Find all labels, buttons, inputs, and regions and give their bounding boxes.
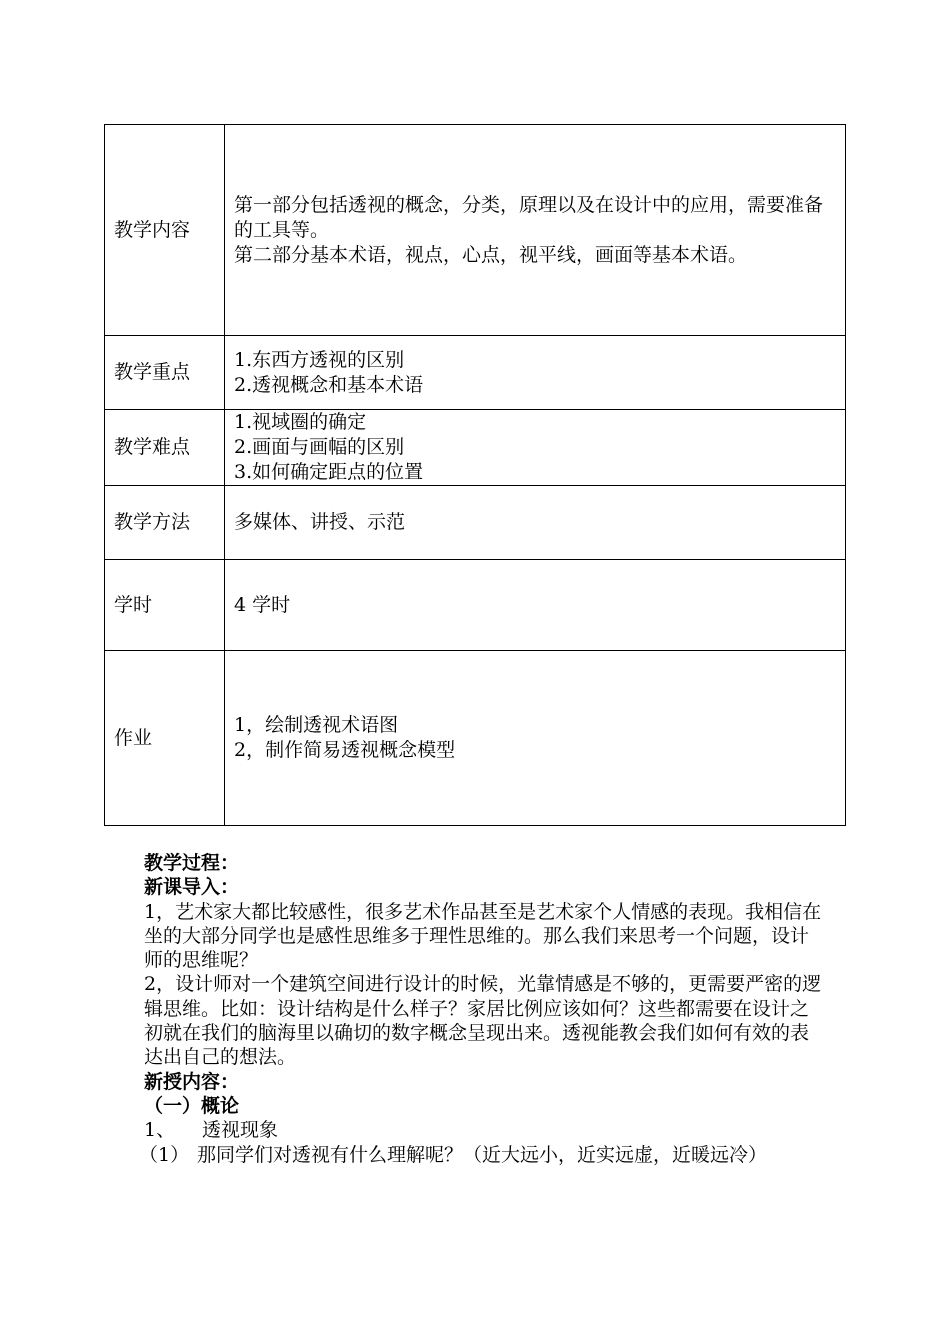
table-row bbox=[105, 410, 846, 486]
row-label: 教学重点 bbox=[105, 336, 225, 410]
table-row bbox=[105, 125, 846, 336]
intro-heading: 新课导入： bbox=[144, 876, 240, 899]
table-row bbox=[105, 336, 846, 410]
row-content bbox=[225, 410, 846, 486]
content-line: 第一部分包括透视的概念，分类，原理以及在设计中的应用，需要准备的工具等。 bbox=[234, 193, 824, 241]
table-row bbox=[105, 486, 846, 560]
table-row bbox=[105, 651, 846, 826]
new-content-heading: 新授内容： bbox=[144, 1070, 240, 1093]
item-text: 透视现象 bbox=[202, 1119, 279, 1142]
row-content bbox=[225, 486, 846, 560]
sub-item-text: 那同学们对透视有什么理解呢？（近大远小，近实远虚，近暖远冷） bbox=[197, 1143, 768, 1166]
intro-paragraph-1: 1，艺术家大都比较感性，很多艺术作品甚至是艺术家个人情感的表现。我相信在坐的大部分同学也是感性思维多于理性思维的。那么我们来思考一个问题，设计师的思维呢？ bbox=[144, 900, 822, 972]
section-heading: （一）概论 bbox=[144, 1094, 240, 1117]
content-line: 4 学时 bbox=[234, 593, 291, 616]
row-label: 教学内容 bbox=[105, 125, 225, 336]
row-content bbox=[225, 125, 846, 336]
row-content bbox=[225, 336, 846, 410]
content-line: 2，制作简易透视概念模型 bbox=[234, 739, 456, 761]
sub-item-number: （1） bbox=[139, 1143, 190, 1166]
content-line: 2.透视概念和基本术语 bbox=[234, 373, 424, 396]
row-content bbox=[225, 560, 846, 651]
content-line: 3.如何确定距点的位置 bbox=[234, 461, 424, 483]
list-item bbox=[144, 1118, 824, 1142]
content-line: 2.画面与画幅的区别 bbox=[234, 436, 405, 458]
sub-list-item bbox=[139, 1143, 824, 1167]
row-label: 教学难点 bbox=[105, 410, 225, 486]
content-line: 多媒体、讲授、示范 bbox=[234, 511, 406, 533]
content-line: 1，绘制透视术语图 bbox=[234, 714, 399, 736]
content-line: 第二部分基本术语，视点，心点，视平线，画面等基本术语。 bbox=[234, 243, 748, 266]
process-heading: 教学过程： bbox=[144, 852, 240, 874]
row-label: 学时 bbox=[105, 560, 225, 651]
item-number: 1、 bbox=[144, 1119, 176, 1142]
content-line: 1.视域圈的确定 bbox=[234, 411, 367, 433]
lesson-process-section bbox=[139, 851, 824, 1167]
content-line: 1.东西方透视的区别 bbox=[234, 348, 405, 371]
row-content bbox=[225, 651, 846, 826]
table-row bbox=[105, 560, 846, 651]
lesson-plan-table bbox=[104, 124, 846, 826]
intro-paragraph-2: 2，设计师对一个建筑空间进行设计的时候，光靠情感是不够的，更需要严密的逻辑思维。比如：设计结构是什么样子？家居比例应该如何？这些都需要在设计之初就在我们的脑海里以确切的数字概念呈现出来。透视能教会我们如何有效的表达出自己的想法。 bbox=[144, 973, 822, 1069]
row-label: 教学方法 bbox=[105, 486, 225, 560]
row-label: 作业 bbox=[105, 651, 225, 826]
